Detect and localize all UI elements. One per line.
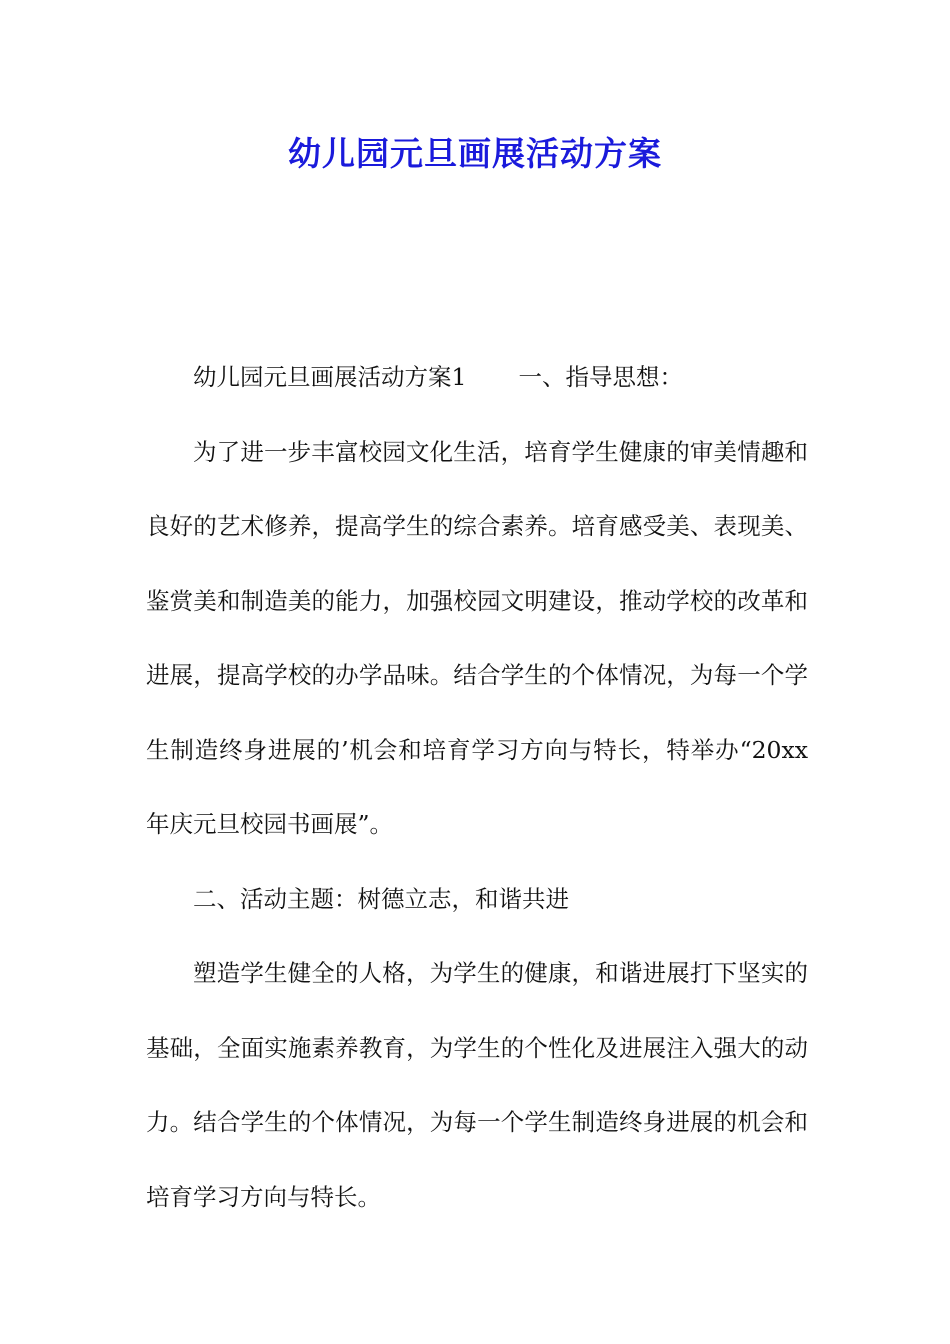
section-heading-activity-theme: 二、活动主题：树德立志，和谐共进 [193,884,569,913]
plan-heading-text: 幼儿园元旦画展活动方案1 [193,363,467,391]
document-body [146,340,808,1234]
paragraph-intro [146,340,808,415]
document-title: 幼儿园元旦画展活动方案 [288,134,662,173]
section-heading-guiding-ideology: 一、指导思想： [518,363,683,391]
paragraph-activity-theme-body: 塑造学生健全的人格，为学生的健康，和谐进展打下坚实的基础，全面实施素养教育，为学生的个性化及进展注入强大的动力。结合学生的个体情况，为每一个学生制造终身进展的机会和培育学习方向与特长。 [146,959,808,1211]
paragraph-guiding-ideology-body: 为了进一步丰富校园文化生活，培育学生健康的审美情趣和良好的艺术修养，提高学生的综合素养。培育感受美、表现美、鉴赏美和制造美的能力，加强校园文明建设，推动学校的改革和进展，提高学校的办学品味。结合学生的个体情况，为每一个学生制造终身进展的’机会和培育学习方向与特长，特举办“20xx年庆元旦校园书画展”。 [146,437,808,838]
